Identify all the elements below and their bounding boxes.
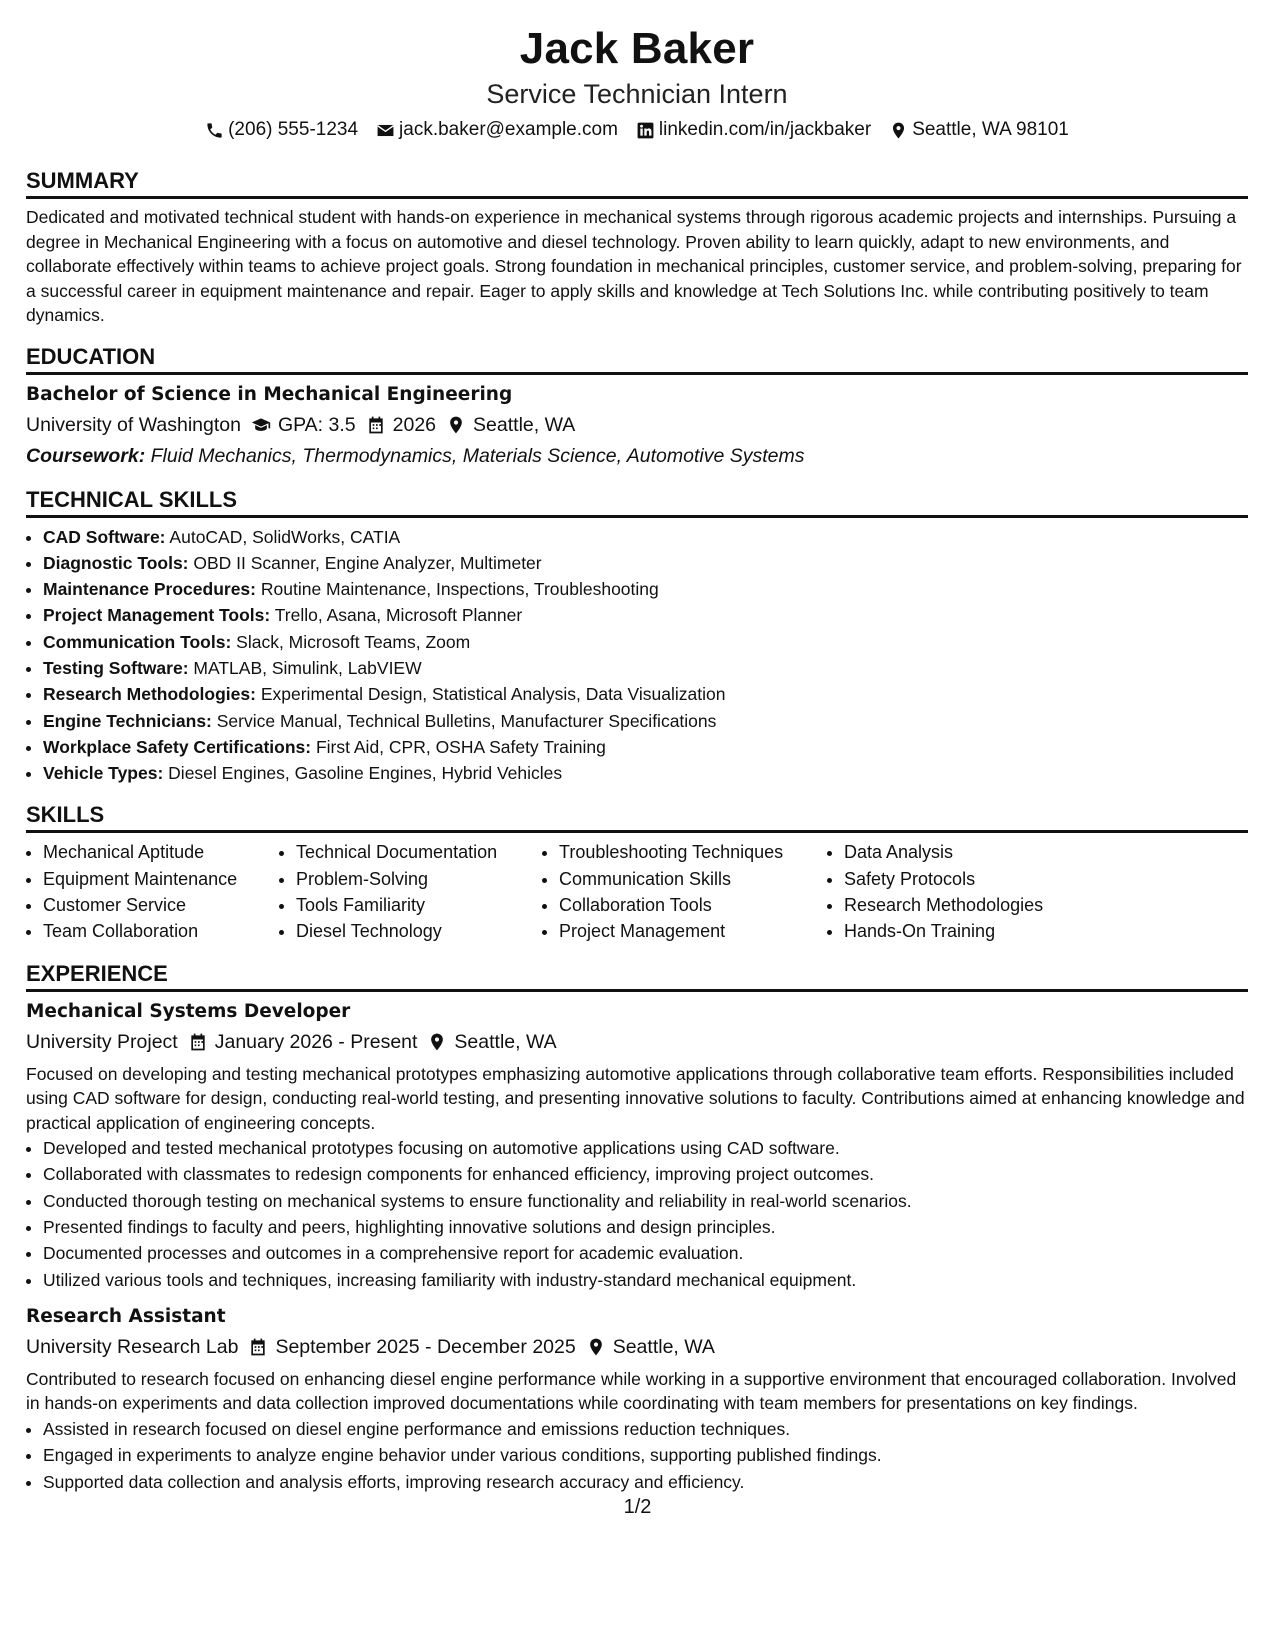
list-item: • Project Management <box>559 918 827 944</box>
technical-skills-heading: TECHNICAL SKILLS <box>26 485 1248 518</box>
list-item: • Vehicle Types: Diesel Engines, Gasoline Engines, Hybrid Vehicles <box>43 760 1248 786</box>
list-item: • Collaborated with classmates to redesign components for enhanced efficiency, improving project outcomes. <box>43 1161 1248 1187</box>
phone-icon <box>205 121 224 140</box>
list-item: • Diesel Technology <box>296 918 542 944</box>
education-heading: EDUCATION <box>26 342 1248 375</box>
phone-text: (206) 555-1234 <box>228 119 359 140</box>
technical-skills-section <box>26 485 1248 787</box>
list-item: • Workplace Safety Certifications: First Aid, CPR, OSHA Safety Training <box>43 734 1248 760</box>
list-item: • Problem-Solving <box>296 866 542 892</box>
candidate-title: Service Technician Intern <box>486 79 788 109</box>
education-section <box>26 342 1248 471</box>
summary-section <box>26 166 1248 328</box>
contact-row <box>26 116 1248 144</box>
skills-column <box>542 839 827 944</box>
linkedin-text: linkedin.com/in/jackbaker <box>658 119 872 140</box>
skills-column <box>279 839 542 944</box>
map-marker-icon <box>427 1032 447 1052</box>
coursework-list: Fluid Mechanics, Thermodynamics, Materials Science, Automotive Systems <box>150 444 805 467</box>
list-item: • Mechanical Aptitude <box>43 839 279 865</box>
list-item: • Maintenance Procedures: Routine Maintenance, Inspections, Troubleshooting <box>43 576 1248 602</box>
resume-page <box>26 20 1248 1495</box>
job-dates: January 2026 - Present <box>214 1030 418 1053</box>
page-number: 1/2 <box>623 1496 652 1518</box>
contact-email[interactable] <box>376 116 618 144</box>
list-item: • Technical Documentation <box>296 839 542 865</box>
list-item: • Data Analysis <box>844 839 1104 865</box>
skills-heading: SKILLS <box>26 800 1248 833</box>
linkedin-icon <box>636 121 655 140</box>
contact-location <box>889 116 1069 144</box>
list-item: • Documented processes and outcomes in a comprehensive report for academic evaluation. <box>43 1240 1248 1266</box>
job-meta <box>26 1331 1248 1363</box>
list-item: • Assisted in research focused on diesel engine performance and emissions reduction techniques. <box>43 1416 1248 1442</box>
list-item: • Testing Software: MATLAB, Simulink, LabVIEW <box>43 655 1248 681</box>
list-item: • Hands-On Training <box>844 918 1104 944</box>
job-dates: September 2025 - December 2025 <box>275 1335 576 1358</box>
list-item: • Project Management Tools: Trello, Asana, Microsoft Planner <box>43 602 1248 628</box>
technical-skills-list <box>26 524 1248 787</box>
graduation-year: 2026 <box>392 413 437 436</box>
skills-grid <box>26 839 1248 944</box>
list-item: • Safety Protocols <box>844 866 1104 892</box>
email-text: jack.baker@example.com <box>399 119 618 140</box>
job-title: Mechanical Systems Developer <box>26 1000 351 1022</box>
list-item: • Equipment Maintenance <box>43 866 279 892</box>
gpa-text: GPA: 3.5 <box>277 413 356 436</box>
list-item: • Tools Familiarity <box>296 892 542 918</box>
job-location: Seattle, WA <box>454 1030 557 1053</box>
location-text: Seattle, WA 98101 <box>912 119 1069 140</box>
map-marker-icon <box>446 415 466 435</box>
school-name: University of Washington <box>26 413 241 436</box>
envelope-icon <box>376 121 395 140</box>
list-item: • Collaboration Tools <box>559 892 827 918</box>
calendar-icon <box>366 415 386 435</box>
job-bullets <box>26 1416 1248 1495</box>
job-title: Research Assistant <box>26 1305 226 1327</box>
job-org: University Research Lab <box>26 1335 239 1358</box>
job-bullets <box>26 1135 1248 1293</box>
calendar-icon <box>188 1032 208 1052</box>
job-location: Seattle, WA <box>612 1335 715 1358</box>
calendar-icon <box>248 1337 268 1357</box>
list-item: • Customer Service <box>43 892 279 918</box>
job-description: Focused on developing and testing mechanical prototypes emphasizing automotive applications through collaborative team efforts. Responsibilities included using CAD software for design, conducting real-world testing, and presenting innovative solutions to faculty. Contributions aimed at enhancing knowledge and practical application of engineering concepts. <box>26 1063 1245 1133</box>
education-meta <box>26 409 1248 441</box>
list-item: • Conducted thorough testing on mechanical systems to ensure functionality and reliability in real-world scenarios. <box>43 1188 1248 1214</box>
list-item: • Team Collaboration <box>43 918 279 944</box>
list-item: • Diagnostic Tools: OBD II Scanner, Engine Analyzer, Multimeter <box>43 550 1248 576</box>
list-item: • Communication Skills <box>559 866 827 892</box>
list-item: • Troubleshooting Techniques <box>559 839 827 865</box>
list-item: • Research Methodologies <box>844 892 1104 918</box>
summary-text: Dedicated and motivated technical student with hands-on experience in mechanical systems through rigorous academic projects and internships. Pursuing a degree in Mechanical Engineering with a focus on automotive and diesel technology. Proven ability to learn quickly, adapt to new environments, and collaborate effectively within teams to achieve project goals. Strong foundation in mechanical principles, customer service, and problem-solving, preparing for a successful career in equipment maintenance and repair. Eager to apply skills and knowledge at Tech Solutions Inc. while contributing positively to team dynamics. <box>26 207 1242 325</box>
job-entry <box>26 998 1248 1293</box>
coursework-label: Coursework: <box>26 444 146 467</box>
degree-title: Bachelor of Science in Mechanical Engineering <box>26 383 513 405</box>
graduation-cap-icon <box>251 415 271 435</box>
map-marker-icon <box>586 1337 606 1357</box>
list-item: • Research Methodologies: Experimental Design, Statistical Analysis, Data Visualization <box>43 681 1248 707</box>
summary-heading: SUMMARY <box>26 166 1248 199</box>
candidate-name: Jack Baker <box>519 24 755 73</box>
contact-linkedin[interactable] <box>636 116 871 144</box>
list-item: • CAD Software: AutoCAD, SolidWorks, CATIA <box>43 524 1248 550</box>
list-item: • Engaged in experiments to analyze engine behavior under various conditions, supporting published findings. <box>43 1442 1248 1468</box>
skills-section <box>26 800 1248 944</box>
list-item: • Communication Tools: Slack, Microsoft Teams, Zoom <box>43 629 1248 655</box>
list-item: • Presented findings to faculty and peers, highlighting innovative solutions and design principles. <box>43 1214 1248 1240</box>
coursework-line <box>26 441 1248 471</box>
list-item: • Engine Technicians: Service Manual, Technical Bulletins, Manufacturer Specifications <box>43 708 1248 734</box>
skills-column <box>26 839 279 944</box>
experience-heading: EXPERIENCE <box>26 959 1248 992</box>
list-item: • Supported data collection and analysis efforts, improving research accuracy and efficiency. <box>43 1469 1248 1495</box>
education-location: Seattle, WA <box>473 413 576 436</box>
list-item: • Utilized various tools and techniques, increasing familiarity with industry-standard mechanical equipment. <box>43 1267 1248 1293</box>
contact-phone[interactable] <box>205 116 358 144</box>
job-meta <box>26 1026 1248 1058</box>
job-description: Contributed to research focused on enhancing diesel engine performance while working in a supportive environment that encouraged collaboration. Involved in hands-on experiments and data collection improved documentations while coordinating with team members for presentations on key findings. <box>26 1368 1237 1414</box>
job-org: University Project <box>26 1030 178 1053</box>
map-marker-icon <box>889 121 908 140</box>
skills-column <box>827 839 1104 944</box>
experience-section <box>26 959 1248 1495</box>
list-item: • Developed and tested mechanical prototypes focusing on automotive applications using CAD software. <box>43 1135 1248 1161</box>
job-entry <box>26 1303 1248 1495</box>
